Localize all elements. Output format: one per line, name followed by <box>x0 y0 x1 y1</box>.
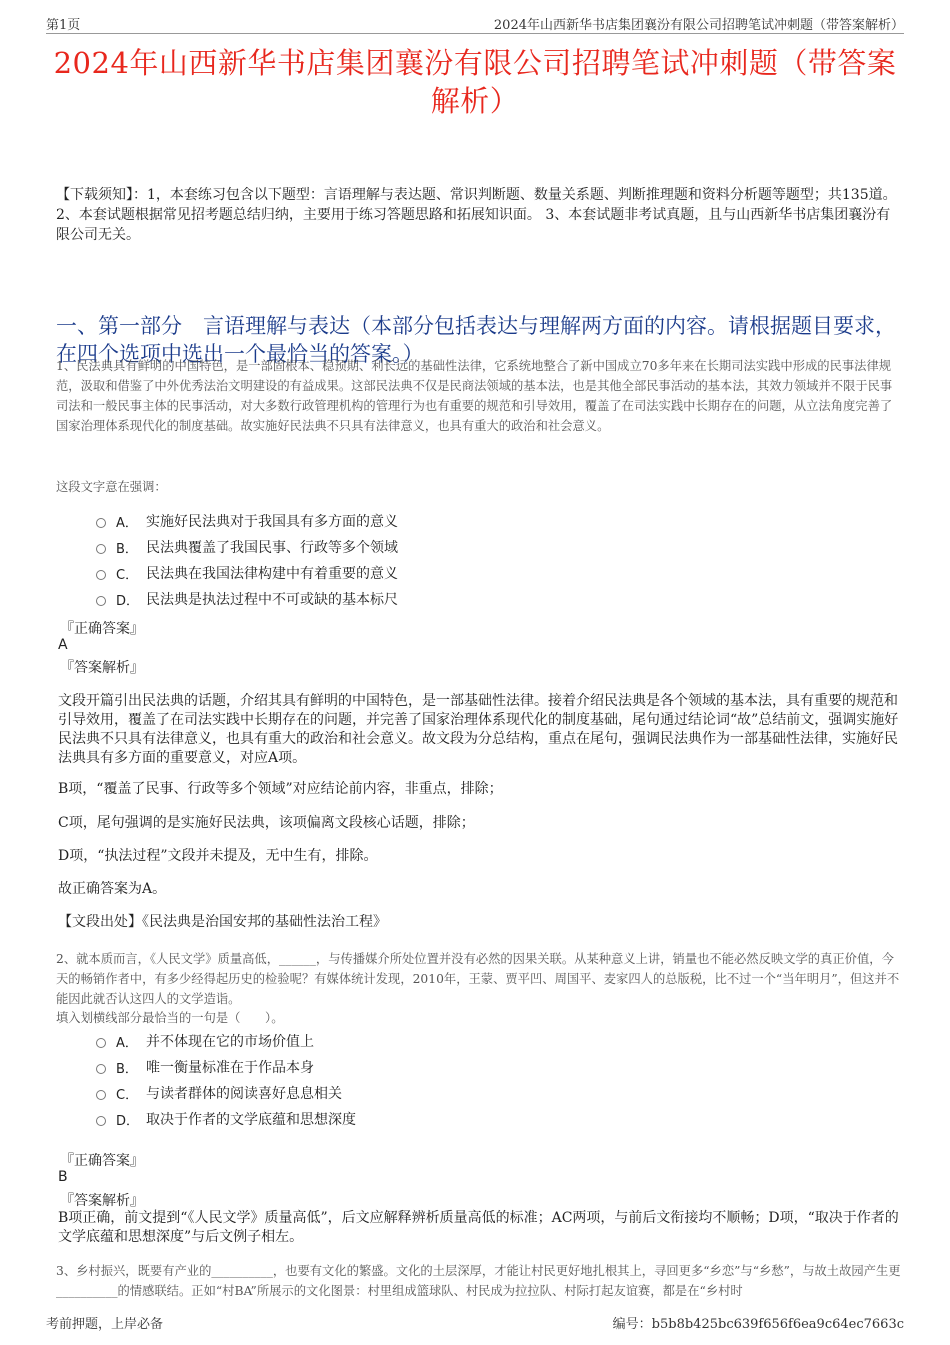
option-text: 并不体现在它的市场价值上 <box>146 1034 314 1050</box>
radio-icon[interactable] <box>96 544 106 554</box>
option-text: 民法典是执法过程中不可或缺的基本标尺 <box>146 592 398 608</box>
question-1-option-b[interactable] <box>96 537 398 557</box>
question-1-option-d[interactable] <box>96 589 398 609</box>
option-letter: D． <box>116 593 140 609</box>
option-letter: B． <box>116 541 138 557</box>
page-number: 第1页 <box>46 18 81 33</box>
option-letter: B． <box>116 1061 138 1077</box>
radio-icon[interactable] <box>96 570 106 580</box>
question-1-analysis-main: 文段开篇引出民法典的话题，介绍其具有鲜明的中国特色，是一部基础性法律。接着介绍民法典是各个领域的基本法，具有重要的规范和引导效用，覆盖了在司法实践中长期存在的问题，并完善了国家治理体系现代化的制度基础，尾句通过结论词“故”总结前文，强调实施好民法典不只具有法律意义，也具有重大的政治和社会意义。故文段为分总结构，重点在尾句，强调民法典作为一部基础性法律，实施好民法典具有多方面的重要意义，对应A项。 <box>58 693 899 766</box>
analysis-label: 『答案解析』 <box>60 660 144 676</box>
header-doc-title: 2024年山西新华书店集团襄汾有限公司招聘笔试冲刺题（带答案解析） <box>493 18 904 33</box>
option-letter: A． <box>116 1035 138 1051</box>
header-divider <box>46 33 904 34</box>
radio-icon[interactable] <box>96 1038 106 1048</box>
question-2-analysis: B项正确，前文提到“《人民文学》质量高低”，后文应解释辨析质量高低的标准；AC两项，与前后文衔接均不顺畅；D项，“取决于作者的文学底蕴和思想深度”与后文例子相左。 <box>58 1210 899 1245</box>
question-1-text: 1、民法典具有鲜明的中国特色，是一部固根本、稳预期、利长远的基础性法律，它系统地整合了新中国成立70多年来在长期司法实践中形成的民事法律规范，汲取和借鉴了中外优秀法治文明建设的有益成果。这部民法典不仅是民商法领域的基本法，也是其他全部民事活动的基本法，其效力领域并不限于民事司法和一般民事主体的民事活动，对大多数行政管理机构的管理行为也有重要的规范和引导效用，覆盖了在司法实践中长期存在的问题，从立法角度完善了国家治理体系现代化的制度基础。故实施好民法典不只具有法律意义，也具有重大的政治和社会意义。 <box>56 359 893 433</box>
question-2-text: 2、就本质而言，《人民文学》质量高低，______，与传播媒介所处位置并没有必然的因果关联。从某种意义上讲，销量也不能必然反映文学的真正价值，今天的畅销作者中，有多少经得起历史的检验呢？有媒体统计发现，2010年，王蒙、贾平凹、周国平、麦家四人的总版税，比不过一个“当年明月”，但这并不能因此就否认这四人的文学造诣。 <box>56 952 900 1006</box>
question-1-analysis-b: B项，“覆盖了民事、行政等多个领域”对应结论前内容，非重点，排除； <box>58 781 503 797</box>
question-2-option-c[interactable] <box>96 1083 342 1103</box>
page-title: 2024年山西新华书店集团襄汾有限公司招聘笔试冲刺题（带答案解析） <box>53 46 897 118</box>
radio-icon[interactable] <box>96 596 106 606</box>
footer-slogan: 考前押题，上岸必备 <box>46 1317 164 1332</box>
question-1-option-c[interactable] <box>96 563 398 583</box>
radio-icon[interactable] <box>96 518 106 528</box>
option-text: 取决于作者的文学底蕴和思想深度 <box>146 1112 356 1128</box>
question-1-answer: A <box>58 637 68 653</box>
analysis-label: 『答案解析』 <box>60 1193 144 1209</box>
option-text: 与读者群体的阅读喜好息息相关 <box>146 1086 342 1102</box>
answer-label: 『正确答案』 <box>60 1153 144 1169</box>
question-3-text: 3、乡村振兴，既要有产业的__________，也要有文化的繁盛。文化的土层深厚，才能让村民更好地扎根其上，寻回更多“乡恋”与“乡愁”，与故土故园产生更__________的情感联结。正如“村BA”所展示的文化图景：村里组成篮球队、村民成为拉拉队、村际打起友谊赛，都是在“乡村时 <box>56 1264 901 1298</box>
question-1-analysis-c: C项，尾句强调的是实施好民法典，该项偏离文段核心话题，排除； <box>58 815 475 831</box>
download-notice: 【下载须知】：1，本套练习包含以下题型：言语理解与表达题、常识判断题、数量关系题、判断推理题和资料分析题等题型；共135道。 2、本套试题根据常见招考题总结归纳，主要用于练习答题思路和拓展知识面。 3、本套试题非考试真题，且与山西新华书店集团襄汾有限公司无关。 <box>56 187 897 243</box>
question-1-option-a[interactable] <box>96 511 398 531</box>
question-2-option-b[interactable] <box>96 1057 314 1077</box>
footer-code: 编号：b5b8b425bc639f656f6ea9c64ec7663c <box>612 1317 904 1332</box>
option-text: 民法典覆盖了我国民事、行政等多个领域 <box>146 540 398 556</box>
radio-icon[interactable] <box>96 1090 106 1100</box>
option-text: 唯一衡量标准在于作品本身 <box>146 1060 314 1076</box>
question-2-answer: B <box>58 1169 68 1185</box>
radio-icon[interactable] <box>96 1116 106 1126</box>
option-text: 实施好民法典对于我国具有多方面的意义 <box>146 514 398 530</box>
question-2-prompt: 填入划横线部分最恰当的一句是（ ）。 <box>56 1011 284 1025</box>
option-letter: C． <box>116 567 139 583</box>
question-1-prompt: 这段文字意在强调： <box>56 480 167 494</box>
answer-label: 『正确答案』 <box>60 621 144 637</box>
option-letter: D． <box>116 1113 140 1129</box>
question-1-source: 【文段出处】《民法典是治国安邦的基础性法治工程》 <box>58 914 387 930</box>
question-2-option-d[interactable] <box>96 1109 356 1129</box>
radio-icon[interactable] <box>96 1064 106 1074</box>
question-1-analysis-d: D项，“执法过程”文段并未提及，无中生有，排除。 <box>58 848 378 864</box>
option-letter: A． <box>116 515 138 531</box>
question-1-conclusion: 故正确答案为A。 <box>58 881 167 897</box>
section-title: 一、第一部分 言语理解与表达（本部分包括表达与理解两方面的内容。请根据题目要求，在四个选项中选出一个最恰当的答案。） <box>56 314 896 366</box>
question-2-option-a[interactable] <box>96 1031 314 1051</box>
option-text: 民法典在我国法律构建中有着重要的意义 <box>146 566 398 582</box>
option-letter: C． <box>116 1087 139 1103</box>
